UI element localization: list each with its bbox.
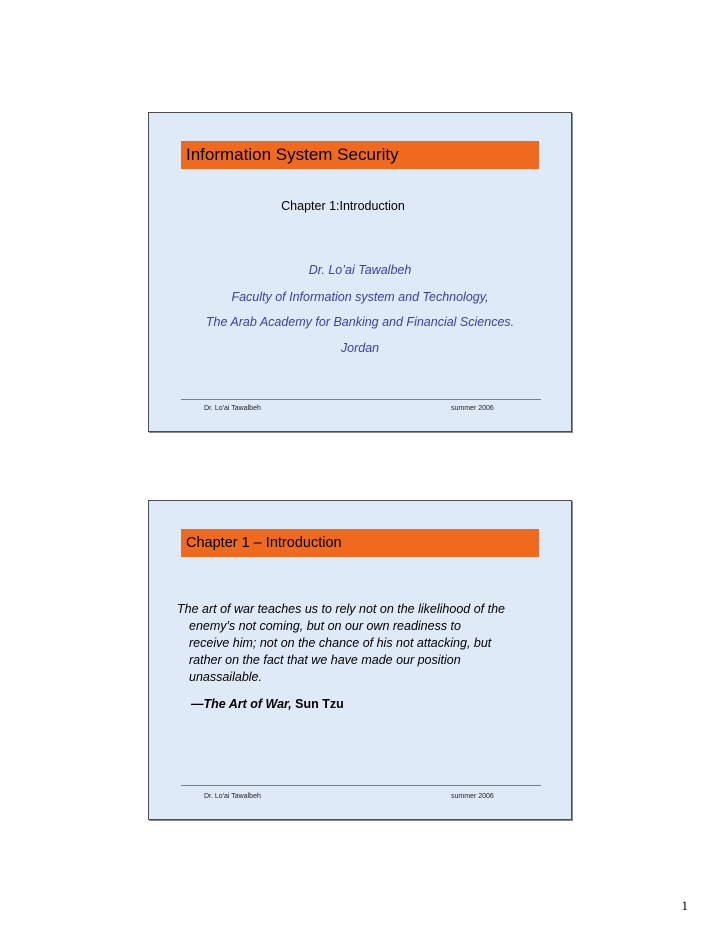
country-name: Jordan [340, 341, 380, 355]
slide-title: Chapter 1 – Introduction [181, 529, 539, 557]
slide-1 [148, 112, 572, 432]
footer-divider [181, 785, 541, 786]
author-name: Dr. Lo’ai Tawalbeh [308, 263, 412, 277]
footer-author: Dr. Lo'ai Tawalbeh [204, 405, 261, 412]
attribution-author: Sun Tzu [291, 697, 344, 711]
attribution-work: The Art of War, [203, 697, 292, 711]
quote-attribution [191, 697, 344, 711]
slide-subtitle: Chapter 1:Introduction [281, 199, 405, 213]
slide-2 [148, 500, 572, 820]
quote-line: unassailable. [189, 670, 262, 684]
quote-line: The art of war teaches us to rely not on the likelihood of the [177, 602, 505, 616]
attribution-dash: — [191, 697, 204, 711]
page-number: 1 [681, 898, 688, 913]
quote-line: enemy's not coming, but on our own readiness to [189, 619, 461, 633]
quote-line: rather on the fact that we have made our position [189, 653, 461, 667]
quote-line: receive him; not on the chance of his not attacking, but [189, 636, 492, 650]
footer-date: summer 2006 [451, 793, 494, 800]
slide-title: Information System Security [181, 141, 539, 169]
footer-divider [181, 399, 541, 400]
faculty-name: Faculty of Information system and Technology, [231, 290, 489, 304]
footer-date: summer 2006 [451, 405, 494, 412]
quote-text [177, 601, 567, 686]
academy-name: The Arab Academy for Banking and Financial Sciences. [205, 315, 515, 329]
footer-author: Dr. Lo'ai Tawalbeh [204, 793, 261, 800]
